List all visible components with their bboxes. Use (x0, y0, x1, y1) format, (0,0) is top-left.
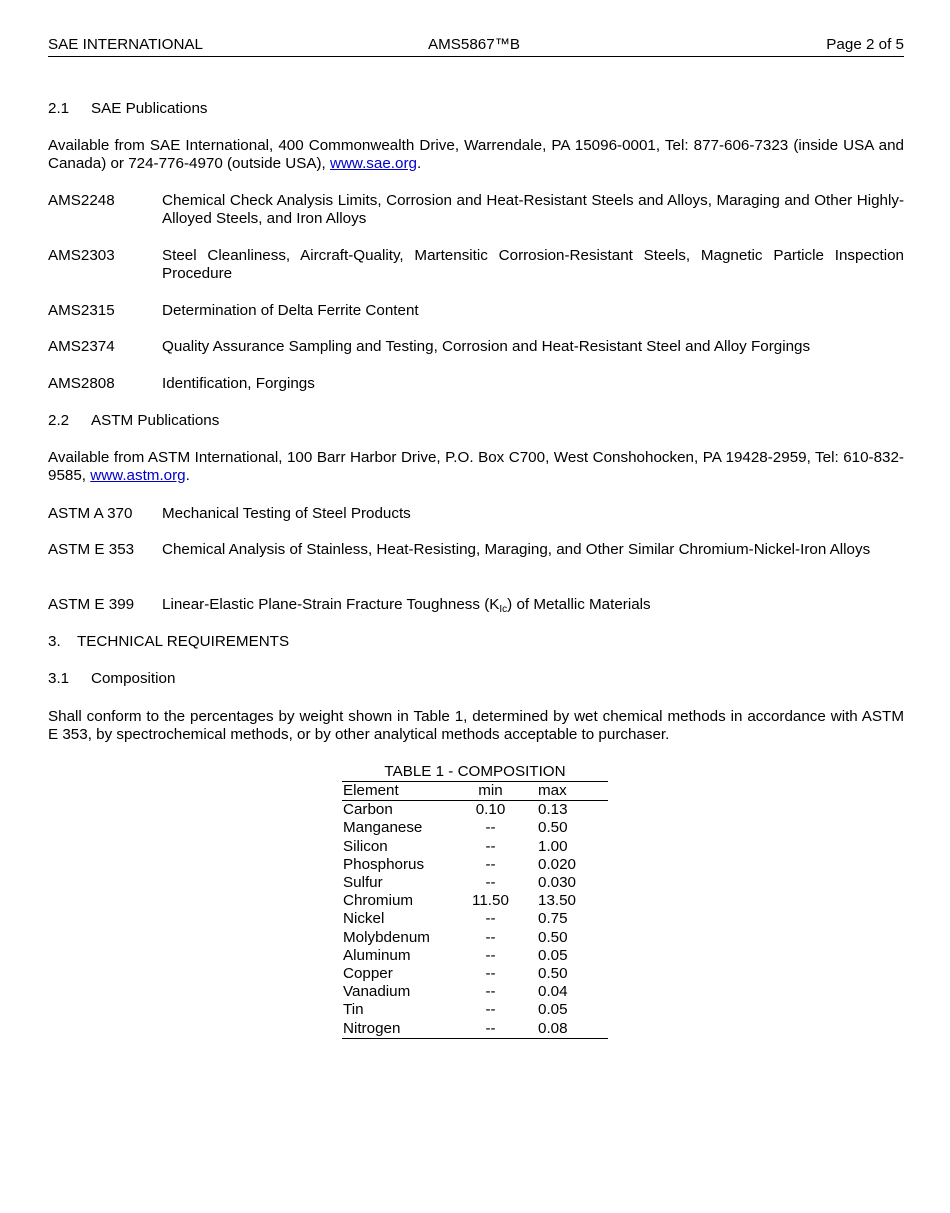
reference-code: ASTM A 370 (48, 505, 133, 522)
section-title: SAE Publications (91, 100, 208, 117)
cell-max: 13.50 (538, 892, 577, 910)
composition-table-grid (342, 782, 608, 1039)
table-row (342, 874, 608, 892)
section-2-2-heading (48, 412, 904, 430)
cell-element: Nickel (343, 910, 385, 928)
table-header-row (342, 782, 608, 801)
column-header-min: min (478, 782, 503, 800)
cell-element: Tin (343, 1001, 364, 1019)
table-row (342, 801, 608, 820)
cell-element: Silicon (343, 837, 388, 855)
reference-title: Determination of Delta Ferrite Content (162, 302, 419, 319)
section-title: TECHNICAL REQUIREMENTS (77, 633, 290, 650)
reference-code: AMS2808 (48, 375, 115, 392)
cell-max: 0.020 (538, 855, 577, 873)
period: . (185, 467, 190, 484)
cell-max: 0.08 (538, 1019, 568, 1037)
cell-max: 0.13 (538, 801, 568, 819)
cell-min: 11.50 (472, 892, 509, 910)
cell-element: Vanadium (343, 983, 411, 1001)
cell-max: 0.05 (538, 1001, 568, 1019)
cell-max: 1.00 (538, 837, 568, 855)
section-3-1-heading (48, 670, 904, 688)
table-row (342, 929, 608, 947)
subscript-ic: Ic (499, 604, 508, 615)
table-row (342, 983, 608, 1001)
column-header-max: max (538, 782, 567, 800)
column-header-element: Element (343, 782, 399, 800)
reference-code: ASTM E 353 (48, 541, 135, 558)
reference-code: AMS2374 (48, 338, 115, 355)
paragraph-text: Available from ASTM International, 100 Barr Harbor Drive, P.O. Box C700, West Conshohocken, PA 19428-2959, Tel: 610-832-9585, (48, 449, 904, 484)
cell-element: Chromium (343, 892, 414, 910)
cell-min: -- (485, 910, 496, 928)
section-number: 3.1 (48, 670, 70, 687)
paragraph-text: Available from SAE International, 400 Commonwealth Drive, Warrendale, PA 15096-0001, Tel: 877-606-7323 (inside USA and Canada) or 724-776-4970 (outside USA), (48, 137, 904, 172)
cell-min: -- (485, 983, 496, 1001)
cell-element: Sulfur (343, 874, 383, 892)
cell-min: -- (485, 1019, 496, 1037)
cell-element: Aluminum (343, 946, 411, 964)
section-number: 2.1 (48, 100, 70, 117)
table-row (342, 947, 608, 965)
header-organization: SAE INTERNATIONAL (48, 36, 203, 53)
section-title: ASTM Publications (91, 412, 220, 429)
reference-title: Quality Assurance Sampling and Testing, Corrosion and Heat-Resistant Steel and Alloy Forgings (162, 338, 811, 355)
table-row (342, 892, 608, 910)
reference-title: Steel Cleanliness, Aircraft-Quality, Martensitic Corrosion-Resistant Steels, Magnetic Particle Inspection Procedure (162, 247, 904, 282)
table-row (342, 1019, 608, 1038)
cell-max: 0.04 (538, 983, 568, 1001)
section-2-2-paragraph (48, 449, 904, 485)
section-number: 2.2 (48, 412, 70, 429)
cell-max: 0.50 (538, 928, 568, 946)
header-document-number: AMS5867™B (428, 36, 521, 53)
cell-max: 0.50 (538, 964, 568, 982)
cell-element: Nitrogen (343, 1019, 401, 1037)
reference-code: ASTM E 399 (48, 596, 135, 613)
cell-max: 0.030 (538, 874, 577, 892)
reference-title (162, 596, 904, 614)
section-2-1-paragraph (48, 137, 904, 173)
section-title: Composition (91, 670, 176, 687)
cell-max: 0.05 (538, 946, 568, 964)
header-page-number: Page 2 of 5 (826, 36, 904, 53)
table-row (342, 819, 608, 837)
reference-title: Identification, Forgings (162, 375, 315, 392)
title-text: ) of Metallic Materials (507, 596, 651, 613)
sae-website-link[interactable]: www.sae.org (330, 155, 417, 172)
cell-min: -- (485, 855, 496, 873)
cell-element: Molybdenum (343, 928, 430, 946)
section-number: 3. (48, 633, 61, 650)
cell-min: -- (485, 928, 496, 946)
table-row (342, 910, 608, 928)
reference-code: AMS2248 (48, 192, 115, 209)
section-2-1-heading (48, 100, 904, 118)
page-header (48, 36, 904, 57)
period: . (416, 155, 422, 172)
reference-code: AMS2315 (48, 302, 115, 319)
reference-title: Chemical Check Analysis Limits, Corrosion and Heat-Resistant Steels and Alloys, Maraging and Other Highly-Alloyed Steels, and Iron Alloys (162, 192, 904, 227)
cell-element: Manganese (343, 819, 423, 837)
cell-min: -- (485, 1001, 496, 1019)
astm-website-link[interactable]: www.astm.org (90, 467, 186, 484)
cell-element: Phosphorus (343, 855, 425, 873)
cell-max: 0.75 (538, 910, 568, 928)
table-row (342, 1001, 608, 1019)
table-caption: TABLE 1 - COMPOSITION (342, 763, 608, 782)
reference-title: Chemical Analysis of Stainless, Heat-Resisting, Maraging, and Other Similar Chromium-Nickel-Iron Alloys (162, 541, 871, 558)
cell-min: 0.10 (475, 801, 506, 819)
title-text: Linear-Elastic Plane-Strain Fracture Toughness (K (162, 596, 500, 613)
cell-min: -- (485, 819, 496, 837)
cell-min: -- (485, 837, 496, 855)
cell-element: Carbon (343, 801, 393, 819)
section-3-heading (48, 633, 904, 651)
cell-min: -- (485, 946, 496, 964)
cell-max: 0.50 (538, 819, 568, 837)
composition-table (342, 763, 608, 1039)
cell-min: -- (485, 964, 496, 982)
table-row (342, 965, 608, 983)
section-3-1-paragraph: Shall conform to the percentages by weight shown in Table 1, determined by wet chemical methods in accordance with ASTM E 353, by spectrochemical methods, or by other analytical methods acceptable to purchaser. (48, 708, 904, 743)
table-row (342, 838, 608, 856)
cell-min: -- (485, 874, 496, 892)
cell-element: Copper (343, 964, 393, 982)
reference-title: Mechanical Testing of Steel Products (162, 505, 411, 522)
reference-code: AMS2303 (48, 247, 115, 264)
table-row (342, 856, 608, 874)
